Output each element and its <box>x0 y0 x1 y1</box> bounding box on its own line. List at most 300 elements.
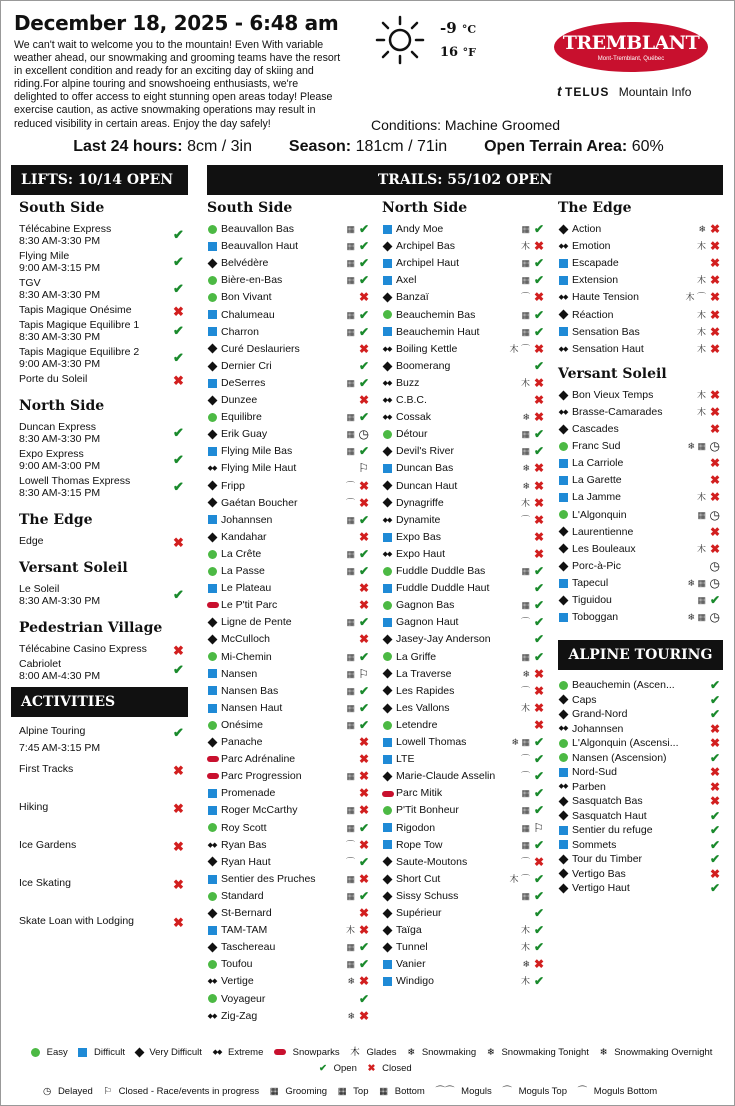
lift-row <box>19 373 189 385</box>
very-difficult-icon <box>558 527 568 537</box>
trail-name: Short Cut <box>396 872 441 885</box>
trail-row <box>207 922 369 939</box>
trail-level <box>382 734 392 751</box>
delayed-icon: ◷ <box>709 507 720 522</box>
extreme-icon: ◆◆ <box>558 782 568 790</box>
trail-name: Bon Vivant <box>221 291 272 304</box>
trail-condition-icons: ▦ <box>346 377 355 388</box>
trail-name: Vanier <box>396 958 426 971</box>
closed-icon: ✖ <box>358 632 369 647</box>
very-difficult-icon <box>207 258 217 268</box>
welcome-message: We can't wait to welcome you to the mountain! Even With variable weather ahead, our snowmaking and grooming teams have the resort in excellent condition and ready for an exciting day of skiing and riding.For alpine touring and snowshoeing enthusiasts, we're delighted to offer access to eight stunning open areas today! Please exercise caution, as active snowmaking operations may result in reduced visibility in certain areas. Enjoy the day safely! <box>14 39 341 130</box>
trail-row <box>207 700 369 717</box>
trail-level <box>382 443 392 460</box>
delayed-icon: ◷ <box>709 610 720 625</box>
lift-name: Tapis Magique Onésime <box>19 304 132 316</box>
trail-level <box>382 392 392 409</box>
very-difficult-icon <box>382 481 392 491</box>
trail-level <box>207 631 217 648</box>
trail-level <box>207 307 217 324</box>
trail-condition-icons: ▦ <box>346 702 355 713</box>
trail-level <box>207 768 217 785</box>
trail-row <box>207 717 369 734</box>
alpine-name: Sommets <box>572 838 617 851</box>
trail-level <box>382 683 392 700</box>
trail-condition-icons: ▦ <box>521 309 530 320</box>
lift-row <box>19 658 189 682</box>
trail-level <box>207 751 217 768</box>
temperature-celsius: -9 °C <box>440 19 477 37</box>
closed-icon: ✖ <box>358 290 369 305</box>
open-icon: ✔ <box>358 273 369 288</box>
trail-name: Gagnon Haut <box>396 616 459 629</box>
lift-group-heading: South Side <box>19 200 105 216</box>
grooming-top-icon: ▦ <box>337 1086 347 1097</box>
trail-name: Cossak <box>396 411 432 424</box>
trail-row <box>382 529 544 546</box>
trail-row <box>207 409 369 426</box>
trail-name: Expo Haut <box>396 547 446 560</box>
trail-row <box>382 614 544 631</box>
difficult-icon <box>559 579 568 588</box>
closed-icon: ✖ <box>533 512 544 527</box>
trail-name: Haute Tension <box>572 291 639 304</box>
trail-row <box>558 289 720 306</box>
trail-level <box>382 700 392 717</box>
trail-name: Porc-à-Pic <box>572 559 622 572</box>
lift-row <box>19 346 189 370</box>
very-difficult-icon <box>207 532 217 542</box>
open-icon: ✔ <box>709 678 720 692</box>
moguls-top-icon: ⌒ <box>502 1086 512 1097</box>
tremblant-logo: TREMBLANT Mont-Tremblant, Québec <box>554 22 708 72</box>
trail-level <box>382 272 392 289</box>
difficult-icon <box>208 926 217 935</box>
trail-row <box>382 495 544 512</box>
trail-name: Le P'tit Parc <box>221 599 278 612</box>
lift-row <box>19 448 189 472</box>
trail-row <box>382 837 544 854</box>
trail-level <box>207 460 217 477</box>
trail-name: Taschereau <box>221 941 276 954</box>
trail-row <box>207 238 369 255</box>
alpine-name: Sasquatch Haut <box>572 809 647 822</box>
trail-level <box>207 358 217 375</box>
open-icon: ✔ <box>709 837 720 852</box>
trail-row <box>207 580 369 597</box>
trail-level <box>382 495 392 512</box>
trail-row <box>207 1008 369 1025</box>
snowpark-icon <box>207 773 219 779</box>
very-difficult-icon <box>558 796 568 806</box>
alpine-row <box>558 838 720 853</box>
trail-level <box>207 649 217 666</box>
trail-level <box>558 575 568 592</box>
trail-name: Banzaï <box>396 291 429 304</box>
trail-name: Parc Progression <box>221 770 302 783</box>
trail-level <box>382 546 392 563</box>
trail-name: Bière-en-Bas <box>221 274 283 287</box>
open-icon: ✔ <box>533 632 544 647</box>
trail-level <box>207 802 217 819</box>
trail-row <box>207 546 369 563</box>
trail-name: Devil's River <box>396 445 455 458</box>
open-icon: ✔ <box>533 427 544 442</box>
trail-level <box>558 272 568 289</box>
trail-name: Gaétan Boucher <box>221 496 298 509</box>
trail-name: Fripp <box>221 479 245 492</box>
trail-condition-icons: ⽊ <box>520 702 530 713</box>
closed-icon: ✖ <box>358 803 369 818</box>
open-icon: ✔ <box>173 323 184 338</box>
trail-row <box>207 443 369 460</box>
extreme-icon: ◆◆ <box>382 550 392 558</box>
trail-condition-icons: ⽊ <box>696 343 706 354</box>
easy-icon <box>208 567 217 576</box>
difficult-icon <box>383 840 392 849</box>
trail-row <box>382 512 544 529</box>
closed-icon: ✖ <box>709 490 720 505</box>
trail-row <box>207 871 369 888</box>
snowmaking-icon: ❄ <box>407 1047 416 1058</box>
trail-condition-icons: ▦ <box>346 326 355 337</box>
trail-row <box>382 358 544 375</box>
trail-name: Fuddle Duddle Bas <box>396 565 486 577</box>
open-icon: ✔ <box>173 725 184 740</box>
trail-level <box>207 614 217 631</box>
lift-row <box>19 250 189 274</box>
closed-icon: ✖ <box>533 700 544 715</box>
closed-icon: ✖ <box>173 643 184 658</box>
open-icon: ✔ <box>173 425 184 440</box>
trail-row <box>382 307 544 324</box>
trail-level <box>207 837 217 854</box>
sun-icon <box>375 15 425 65</box>
difficult-icon <box>383 259 392 268</box>
snowmaking-tonight-icon: ❄ <box>486 1047 495 1058</box>
trail-row <box>207 973 369 990</box>
closed-icon: ✖ <box>709 736 720 750</box>
trail-level <box>207 478 217 495</box>
very-difficult-icon <box>382 771 392 781</box>
trail-level <box>382 956 392 973</box>
alpine-row <box>558 751 720 766</box>
trail-row <box>558 438 720 455</box>
trail-condition-icons: ⽊ <box>696 275 706 286</box>
very-difficult-icon <box>207 361 217 371</box>
alpine-row <box>558 722 720 737</box>
closed-icon: ✖ <box>533 290 544 305</box>
lift-name: Tapis Magique Equilibre 1 <box>19 319 140 331</box>
trail-name: Dynagriffe <box>396 496 444 509</box>
open-icon: ✔ <box>709 852 720 866</box>
easy-icon <box>383 601 392 610</box>
lift-hours: 8:30 AM-3:30 PM <box>19 433 101 445</box>
trail-level <box>558 307 568 324</box>
open-icon: ✔ <box>358 717 369 732</box>
trail-row <box>558 575 720 592</box>
trail-level <box>207 734 217 751</box>
trail-row <box>558 324 720 341</box>
trail-row <box>207 683 369 700</box>
activity-name: Alpine Touring <box>19 725 86 737</box>
trail-row <box>207 631 369 648</box>
very-difficult-icon <box>207 429 217 439</box>
trail-row <box>558 507 720 524</box>
trail-level <box>382 478 392 495</box>
closed-icon: ✖ <box>173 915 184 930</box>
lift-hours: 8:30 AM-3:15 PM <box>19 487 101 499</box>
trail-row <box>382 649 544 666</box>
very-difficult-icon <box>382 635 392 645</box>
trail-condition-icons: ⌒ <box>520 617 530 628</box>
trail-condition-icons: ⌒ <box>520 856 530 867</box>
trail-name: Emotion <box>572 240 611 253</box>
trail-level <box>558 421 568 438</box>
easy-icon <box>559 681 568 690</box>
very-difficult-icon <box>382 874 392 884</box>
closed-icon: ✖ <box>358 393 369 407</box>
trail-condition-icons: ⽊ <box>345 925 355 936</box>
trail-level <box>207 272 217 289</box>
trail-row <box>558 592 720 609</box>
difficult-icon <box>208 669 217 678</box>
trail-level <box>207 700 217 717</box>
alpine-name: Sasquatch Bas <box>572 795 643 807</box>
trail-name: Duncan Bas <box>396 462 454 475</box>
trail-level <box>207 922 217 939</box>
trail-level <box>558 823 568 838</box>
alpine-row <box>558 765 720 780</box>
open-icon: ✔ <box>358 375 369 390</box>
open-icon: ✔ <box>173 662 184 677</box>
trail-level <box>382 614 392 631</box>
trail-level <box>558 693 568 708</box>
trail-group-heading: North Side <box>382 200 468 216</box>
trail-level <box>558 387 568 404</box>
trail-row <box>558 238 720 255</box>
extreme-icon: ◆◆ <box>558 294 568 302</box>
open-icon: ✔ <box>709 707 720 721</box>
delayed-icon: ◷ <box>43 1086 52 1097</box>
closed-icon: ✖ <box>709 290 720 305</box>
trail-level <box>207 905 217 922</box>
closed-icon: ✖ <box>533 410 544 425</box>
trail-condition-icons: ▦ <box>346 959 355 970</box>
closed-icon: ✖ <box>533 478 544 493</box>
trail-condition-icons: ❄ <box>522 463 530 474</box>
trail-level <box>558 438 568 455</box>
legend-row-3: ◷ Delayed ⚐ Closed - Race/events in progress ▦ Grooming ▦ Top ▦ Bottom ⌒⌒ Moguls ⌒ Moguls Top ⌒ Moguls Bottom <box>43 1086 658 1097</box>
trail-row <box>382 580 544 597</box>
trail-level <box>207 683 217 700</box>
open-icon: ✔ <box>173 227 184 242</box>
trail-row <box>558 609 720 626</box>
closed-icon: ✖ <box>173 839 184 854</box>
trail-row <box>382 922 544 939</box>
very-difficult-icon <box>207 737 217 747</box>
race-flag-icon: ⚐ <box>533 820 544 835</box>
trail-level <box>558 780 568 795</box>
trail-level <box>382 307 392 324</box>
trail-name: Gagnon Bas <box>396 599 455 612</box>
difficult-icon <box>208 704 217 713</box>
trail-name: La Carriole <box>572 457 624 470</box>
trail-level <box>558 707 568 722</box>
trail-level <box>382 529 392 546</box>
trail-row <box>207 837 369 854</box>
lift-hours: 8:30 AM-3:30 PM <box>19 289 101 301</box>
very-difficult-icon <box>382 241 392 251</box>
closed-icon: ✖ <box>358 529 369 544</box>
extreme-icon: ◆◆ <box>382 414 392 422</box>
lift-name: Tapis Magique Equilibre 2 <box>19 346 140 358</box>
trail-name: Boiling Kettle <box>396 342 458 355</box>
trail-row <box>382 221 544 238</box>
easy-icon <box>208 550 217 559</box>
trail-name: Zig-Zag <box>221 1009 258 1022</box>
alpine-name: Grand-Nord <box>572 708 628 720</box>
activity-row <box>19 725 100 754</box>
alpine-name: Sentier du refuge <box>572 824 653 836</box>
trail-level <box>382 905 392 922</box>
trail-condition-icons: ⽊ <box>520 925 530 936</box>
very-difficult-icon <box>382 891 392 901</box>
activities-heading: ACTIVITIES <box>11 687 188 717</box>
difficult-icon <box>383 618 392 627</box>
trail-row <box>382 785 544 802</box>
trail-level <box>558 609 568 626</box>
trail-name: Toufou <box>221 958 253 971</box>
very-difficult-icon <box>207 395 217 405</box>
trail-name: Sensation Bas <box>572 325 640 338</box>
trail-row <box>207 768 369 785</box>
alpine-row <box>558 881 720 896</box>
trail-level <box>207 956 217 973</box>
trail-row <box>382 375 544 392</box>
trail-condition-icons: ▦ <box>346 873 355 884</box>
alpine-row <box>558 867 720 882</box>
race-flag-icon: ⚐ <box>358 461 369 476</box>
trail-row <box>558 524 720 541</box>
difficult-icon <box>208 875 217 884</box>
trail-row <box>382 939 544 956</box>
trail-row <box>207 392 369 409</box>
trail-name: LTE <box>396 753 415 766</box>
trail-row <box>382 409 544 426</box>
closed-icon: ✖ <box>358 871 369 886</box>
easy-icon <box>208 413 217 422</box>
lift-name: Le Soleil <box>19 583 60 595</box>
open-icon: ✔ <box>358 256 369 271</box>
open-icon: ✔ <box>533 598 544 613</box>
trail-name: Letendre <box>396 718 438 731</box>
open-icon: ✔ <box>173 254 184 269</box>
trail-name: Bon Vieux Temps <box>572 388 654 401</box>
trail-level <box>382 751 392 768</box>
open-icon: ✔ <box>358 222 369 236</box>
lift-name: Lowell Thomas Express <box>19 475 131 487</box>
very-difficult-icon <box>382 447 392 457</box>
delayed-icon: ◷ <box>358 427 369 442</box>
very-difficult-icon <box>558 695 568 705</box>
lift-row <box>19 475 189 499</box>
trail-row <box>207 751 369 768</box>
trail-level <box>382 341 392 358</box>
trail-condition-icons: ⽊ <box>696 389 706 400</box>
trail-row <box>382 666 544 683</box>
trail-name: La Crête <box>221 547 262 560</box>
trail-name: Dernier Cri <box>221 359 272 372</box>
trail-name: Kandahar <box>221 530 267 543</box>
trail-level <box>558 221 568 238</box>
closed-icon: ✖ <box>709 422 720 436</box>
trail-condition-icons: ⌒ <box>520 754 530 765</box>
activity-name: First Tracks <box>19 763 74 775</box>
trail-name: Jasey-Jay Anderson <box>396 633 491 646</box>
closed-icon: ✖ <box>709 456 720 471</box>
open-icon: ✔ <box>533 256 544 271</box>
trail-row <box>207 307 369 324</box>
trail-name: Flying Mile Bas <box>221 445 293 458</box>
trail-row <box>558 472 720 489</box>
alpine-name: Nansen (Ascension) <box>572 751 667 764</box>
open-icon: ✔ <box>358 358 369 373</box>
trail-name: Roger McCarthy <box>221 804 298 817</box>
lift-hours: 8:30 AM-3:30 PM <box>19 235 101 247</box>
trail-level <box>382 666 392 683</box>
open-icon: ✔ <box>533 444 544 459</box>
trail-row <box>207 563 369 580</box>
lift-row <box>19 583 189 607</box>
open-icon: ✔ <box>358 991 369 1006</box>
trail-condition-icons: ▦ <box>521 822 530 833</box>
trail-row <box>207 324 369 341</box>
easy-icon <box>208 960 217 969</box>
extreme-icon: ◆◆ <box>207 1012 217 1020</box>
trail-condition-icons: ▦ <box>346 309 355 320</box>
very-difficult-icon <box>207 344 217 354</box>
open-icon: ✔ <box>173 479 184 494</box>
trail-name: Axel <box>396 274 417 287</box>
trail-row <box>382 751 544 768</box>
open-icon: ✔ <box>533 324 544 339</box>
activity-name: Hiking <box>19 801 49 813</box>
very-difficult-icon <box>558 595 568 605</box>
difficult-icon <box>383 755 392 764</box>
open-icon: ✔ <box>533 786 544 801</box>
difficult-icon <box>383 977 392 986</box>
extreme-icon: ◆◆ <box>558 724 568 732</box>
trail-name: Sissy Schuss <box>396 889 459 902</box>
difficult-icon <box>383 584 392 593</box>
snowpark-icon <box>207 756 219 762</box>
grooming-bottom-icon: ▦ <box>379 1086 389 1097</box>
trail-name: Les Vallons <box>396 701 450 714</box>
trail-name: Voyageur <box>221 992 266 1005</box>
trail-row <box>382 683 544 700</box>
difficult-icon <box>559 826 568 835</box>
closed-icon: ✖ <box>533 666 544 681</box>
trail-level <box>382 939 392 956</box>
difficult-icon <box>383 276 392 285</box>
trail-condition-icons: ❄ ▦ <box>687 577 706 588</box>
closed-icon: ✖ <box>533 854 544 869</box>
trail-row <box>207 905 369 922</box>
difficult-icon <box>559 476 568 485</box>
trail-level <box>207 375 217 392</box>
snowmaking-overnight-icon: ❄ <box>599 1047 608 1058</box>
